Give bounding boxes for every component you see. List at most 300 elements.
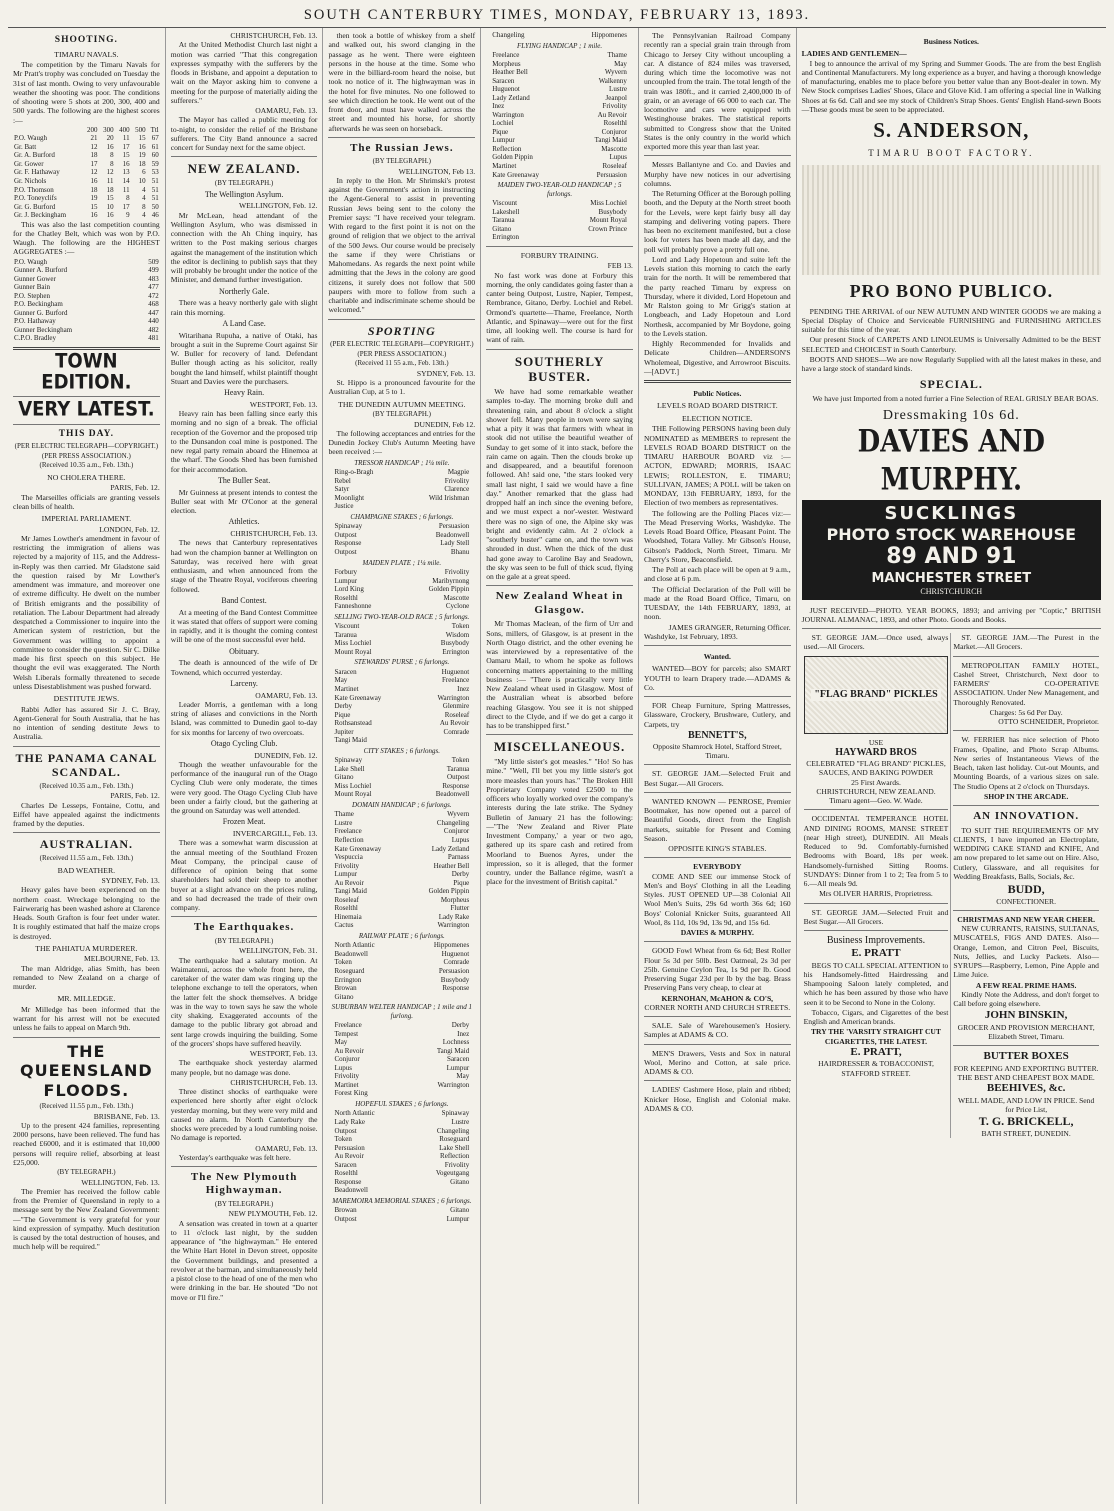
horse-name: Token bbox=[451, 756, 470, 765]
aggregate-name: P.O. Stephen bbox=[14, 291, 50, 300]
bennetts-address: Opposite Shamrock Hotel, Stafford Street, Timaru. bbox=[652, 741, 782, 761]
ferrier-ad: W. FERRIER has nice selection of Photo Frames, Opaline, and Photo Scrap Albums. New series of Instantaneous Views of the Beach, taken last holiday. Cut-out Mounts, and Mounting Boards, of a various sizes on sale. The Studio Opens at 2 o'clock on Thursdays. bbox=[953, 735, 1099, 791]
ads-two-column bbox=[802, 633, 1101, 1138]
score-header-cell: 300 bbox=[103, 125, 114, 134]
horse-name: May bbox=[456, 1072, 470, 1081]
horse-name: Lochiel bbox=[492, 119, 514, 128]
horse-name: Frivolity bbox=[334, 1072, 359, 1081]
horse-pair bbox=[486, 136, 633, 145]
horse-name: Ring-o-Bragh bbox=[334, 468, 374, 477]
horse-pair bbox=[328, 1055, 475, 1064]
forbury-head: FORBURY TRAINING. bbox=[520, 250, 599, 260]
horse-pair bbox=[328, 773, 475, 782]
varsity-text: TRY THE 'VARSITY STRAIGHT CUT CIGARETTES, THE LATEST. bbox=[810, 1027, 941, 1046]
horse-pair bbox=[328, 1161, 475, 1170]
horse-name: Heather Bell bbox=[492, 68, 528, 77]
horse-name: Wisdom bbox=[445, 630, 470, 639]
aggregate-score: 481 bbox=[148, 334, 159, 343]
horse-name: Wild Irishman bbox=[428, 493, 470, 502]
score-cell: 11 bbox=[122, 134, 130, 143]
frozen-text: There was a somewhat warm discussion at the annual meeting of the Southland Frozen Meat Company, the principal cause of difference of opinion being that some shareholders had sold their sheep to another buyer at a slight advance on the prices ruling, and so had decreased the trade of their own company. bbox=[170, 838, 318, 913]
aggregates-table bbox=[13, 258, 160, 343]
horse-pair bbox=[486, 199, 633, 208]
horse-pair bbox=[328, 904, 475, 913]
horse-pair bbox=[486, 233, 633, 242]
divider bbox=[171, 916, 318, 917]
score-cell: 20 bbox=[106, 134, 114, 143]
horse-name: Gitano bbox=[492, 224, 512, 233]
horse-name: Hippomenes bbox=[433, 941, 470, 950]
dateline: WESTPORT, Feb. 13. bbox=[249, 399, 318, 409]
horse-name: Persuasion bbox=[438, 966, 470, 975]
horse-name: Frivolity bbox=[602, 102, 627, 111]
autumn-text: The following acceptances and entries for the Dunedin Jockey Club's Autumn Meeting have been received :— bbox=[328, 428, 476, 457]
earthquakes-heading: The Earthquakes. bbox=[193, 921, 295, 934]
score-cell: 16 bbox=[90, 211, 98, 220]
horse-name: Miss Lochiel bbox=[334, 781, 372, 790]
aggregate-score: 447 bbox=[148, 308, 159, 317]
column-6-ads bbox=[797, 28, 1106, 1504]
horse-name: Changeling bbox=[436, 818, 470, 827]
horse-name: Inez bbox=[457, 684, 470, 693]
buller-head: The Buller Seat. bbox=[217, 475, 271, 485]
horse-name: Bhanu bbox=[450, 548, 470, 556]
horse-pair bbox=[328, 468, 475, 477]
wanted-heading: Wanted. bbox=[703, 652, 731, 661]
horse-pair bbox=[486, 68, 633, 77]
horse-pair bbox=[328, 494, 475, 503]
score-cell: 10 bbox=[138, 177, 146, 186]
george-jam-right: ST. GEORGE JAM.—The Purest in the Market.—All Grocers. bbox=[953, 633, 1099, 652]
score-cell: 53 bbox=[151, 168, 159, 177]
horse-name: Conjuror bbox=[443, 827, 470, 836]
horse-pair bbox=[328, 765, 475, 774]
hayward-text: CELEBRATED "FLAG BRAND" PICKLES, SAUCES, AND BAKING POWDER bbox=[806, 759, 946, 778]
cycling-head: Otago Cycling Club. bbox=[210, 738, 278, 748]
boots-text: BOOTS AND SHOES—We are now Regularly Supplied with all the latest makes in these, and have a large stock of standard kinds. bbox=[801, 354, 1101, 374]
score-cell: 16 bbox=[138, 142, 146, 151]
horse-pair bbox=[328, 853, 475, 862]
dateline: WESTPORT, Feb. 13. bbox=[249, 1049, 318, 1059]
race-name: DOMAIN HANDICAP ; 6 furlongs. bbox=[352, 800, 452, 809]
horse-name: Tangi Maid bbox=[334, 887, 367, 896]
score-row bbox=[13, 177, 160, 186]
horse-name: Jupiter bbox=[334, 727, 354, 736]
dressmaking-heading: Dressmaking 10s 6d. bbox=[882, 408, 1020, 424]
horse-pair bbox=[328, 1186, 475, 1195]
frozen-head: Frozen Meat. bbox=[222, 817, 266, 827]
scores-body bbox=[13, 134, 160, 219]
score-header-cell: 200 bbox=[87, 125, 98, 134]
horse-pair bbox=[328, 631, 475, 640]
horse-pair bbox=[328, 711, 475, 720]
queensland-heading: THE QUEENSLAND FLOODS. bbox=[20, 1041, 153, 1100]
horse-pair bbox=[328, 1089, 475, 1098]
horse-name: Frivolity bbox=[444, 476, 470, 485]
sucklings-name: SUCKLINGS bbox=[884, 502, 1019, 524]
race-name: FLYING HANDICAP ; 1 mile. bbox=[517, 41, 603, 50]
horse-pair bbox=[328, 539, 475, 548]
george-jam-left: ST. GEORGE JAM.—Once used, always used.—All Grocers. bbox=[803, 633, 949, 652]
divider bbox=[953, 910, 1099, 911]
horse-name: Spinaway bbox=[334, 522, 363, 531]
horse-pair bbox=[328, 879, 475, 888]
divider bbox=[171, 156, 318, 157]
ads-left bbox=[802, 633, 952, 1138]
aggregate-name: C.P.O. Bradley bbox=[14, 334, 56, 343]
horse-pair bbox=[328, 976, 475, 985]
score-cell: 21 bbox=[90, 134, 98, 143]
eq-text: The earthquake had a salutary motion. At Waimatenui, across the whole front here, the caretaker of the water dam was ringing up the telephone exchange to tell the operators, when the latter felt the shock themselves. A bridge was in the way to town says he saw the whole city shaking. Exaggerated accounts of the damage to the public library got abroad and sent large crowds inquiring the building. Some of the grocers' shops have suffered heavily. bbox=[170, 955, 318, 1048]
horse-name: Errington bbox=[334, 975, 362, 984]
aggregate-row bbox=[13, 300, 160, 309]
horse-name: Busybody bbox=[598, 207, 627, 216]
hayward-location: CHRISTCHURCH, NEW ZEALAND. bbox=[816, 786, 936, 796]
columns bbox=[8, 28, 1106, 1504]
horse-name: Roseleaf bbox=[602, 161, 627, 170]
milledge-text: Mr Milledge has been informed that the warrant for his arrest will not be executed unless he fails to appeal on March 9th. bbox=[13, 1004, 160, 1033]
divider bbox=[644, 696, 791, 697]
horse-pair bbox=[328, 836, 475, 845]
imperial-text: Mr James Lowther's amendment in favour of restricting the immigration of aliens was rejected by a majority of 115, and the Address-in-Reply was then carried. Mr Gladstone said the question raised by Mr Lowther's amendment was immature, and moreover one of extreme difficulty. He dwelt on the number of British emigrants and the possibility of retaliation. The Labour Department had already despatched a Commissioner to inquire into the American system of restriction, but the Government was willing to appoint a committee to consider the question. Sir C. Dilke made his first speech on this subject. He thought the evil was exaggerated. The North Welsh Liberals formally threatened to secede unless Disestablishment was pushed forward. bbox=[13, 533, 160, 691]
innovation-heading: AN INNOVATION. bbox=[973, 810, 1080, 823]
horse-name: Saracen bbox=[492, 76, 515, 85]
horse-pair bbox=[328, 967, 475, 976]
davies-name: DAVIES & MURPHY. bbox=[680, 928, 754, 938]
horse-name: Taranua bbox=[334, 630, 357, 639]
horse-name: Warrington bbox=[492, 110, 524, 119]
aggregate-score: 483 bbox=[148, 274, 159, 283]
divider bbox=[644, 1016, 791, 1017]
horse-name: Inez bbox=[457, 1029, 470, 1038]
score-cell: P.O. Toneyclifs bbox=[14, 194, 57, 203]
horse-name: Miss Lochiel bbox=[590, 199, 627, 208]
aggregate-name: P.O. Waugh bbox=[14, 257, 47, 266]
horse-name: Lady Zetland bbox=[492, 93, 530, 102]
race-name: CHAMPAGNE STAKES ; 6 furlongs. bbox=[350, 512, 454, 521]
score-cell: P.O. Waugh bbox=[14, 134, 47, 143]
penrose-address: OPPOSITE KING'S STABLES. bbox=[668, 844, 767, 854]
buller-text: Mr Guinness at present intends to contest the Buller seat with Mr O'Conor at the general election. bbox=[170, 487, 318, 516]
horse-name: Token bbox=[334, 1135, 352, 1144]
horse-name: Golden Pippin bbox=[428, 585, 470, 594]
score-cell: 17 bbox=[90, 159, 98, 168]
horse-name: Lumpur bbox=[334, 576, 358, 585]
received-line: (Received 11.55 p.m., Feb. 13th.) bbox=[39, 1102, 134, 1111]
beehives-text: WELL MADE, AND LOW IN PRICE. Send for Price List, bbox=[958, 1095, 1095, 1114]
very-latest-heading: VERY LATEST. bbox=[18, 397, 155, 421]
horse-name: Lady Rake bbox=[334, 1118, 365, 1126]
horse-pair bbox=[328, 887, 475, 896]
horse-name: Conjuror bbox=[334, 1055, 360, 1064]
anderson-name: S. ANDERSON, bbox=[873, 118, 1030, 142]
score-cell: 46 bbox=[151, 211, 159, 220]
horse-name: Roseguard bbox=[439, 1135, 470, 1144]
horse-name: Outpost bbox=[334, 1126, 357, 1135]
score-cell: 9 bbox=[126, 211, 130, 220]
poll-open-text: The Poll at each place will be open at 9 a.m., and close at 6 p.m. bbox=[643, 565, 791, 584]
horse-pair bbox=[328, 1064, 475, 1073]
divider bbox=[953, 730, 1099, 731]
score-cell: 19 bbox=[138, 151, 146, 160]
aggregate-name: P.O. Beckingham bbox=[14, 300, 63, 309]
horse-name: Persuasion bbox=[334, 1143, 365, 1152]
horse-pair bbox=[328, 1021, 475, 1030]
race-name: HOPEFUL STAKES ; 6 furlongs. bbox=[355, 1099, 449, 1108]
score-cell: Gr. F. Hathaway bbox=[14, 168, 60, 177]
score-cell: 16 bbox=[106, 142, 114, 151]
divider bbox=[644, 645, 791, 646]
score-cell: 18 bbox=[138, 159, 146, 168]
divider bbox=[171, 1166, 318, 1167]
horse-name: Walkenny bbox=[598, 76, 627, 85]
rj-text: In reply to the Hon. Mr Shrimski's protest against the Government's action in instructing the Agent-General to assist in preventing Russian Jews being sent to the colony the Premier says: "I have received your telegram. With regard to the first point it is not on the ground of religion that we object to the arrival of the 500 Jews. Our course would be precisely the same if they were Christians or Mahomedans. As regards the next point while admitting that the Jews in the colony are good citizens, it surely does not follow that 500 paupers with more to follow from such a charitable and indiscriminate scheme should be welcomed." bbox=[328, 175, 476, 315]
beehives: BEEHIVES, &c. bbox=[986, 1082, 1066, 1095]
score-cell: 4 bbox=[142, 185, 146, 194]
horse-name: Roseleaf bbox=[334, 895, 359, 904]
horse-name: Kate Greenaway bbox=[492, 170, 540, 179]
horse-name: Tangi Maid bbox=[436, 1046, 470, 1055]
score-cell: 18 bbox=[90, 151, 98, 160]
score-cell: 8 bbox=[110, 159, 114, 168]
race-name: MAIDEN PLATE ; 1¼ mile. bbox=[362, 558, 442, 567]
aggregate-row bbox=[13, 317, 160, 326]
kernohan-name: KERNOHAN, McAHON & CO'S, bbox=[661, 993, 774, 1003]
horse-name: Justice bbox=[334, 502, 354, 511]
score-cell: 15 bbox=[106, 194, 114, 203]
divider bbox=[804, 903, 949, 904]
horse-pair bbox=[328, 1047, 475, 1056]
horse-name: Thame bbox=[607, 51, 627, 60]
asylum-head: The Wellington Asylum. bbox=[204, 189, 284, 199]
horse-name: Spinaway bbox=[441, 1109, 470, 1118]
aggregate-row bbox=[13, 326, 160, 335]
railroad-text: The Pennsylvanian Railroad Company recently ran a special grain train through from Chicago to Jersey City without uncoupling a car. A distance of 824 miles was traversed, during which time the locomotive was not uncoupled from the train. The total length of the train was 180ft., and it carried 2,400,000 lb of grain, or an average of 66 000 to each car. The locomotive and cars were equipped with Westinghouse brakes. The statistical reports submitted to Congress show that the United States is the only country in the world which exported more this year than last year. bbox=[643, 31, 791, 151]
horse-name: Warrington bbox=[437, 693, 470, 702]
tobacco-text: Tobacco, Cigars, and Cigarettes of the best English and American brands. bbox=[803, 1007, 949, 1027]
aggregate-row bbox=[13, 292, 160, 301]
score-cell: 51 bbox=[151, 177, 159, 186]
horse-pair bbox=[328, 862, 475, 871]
horse-name: Roseleaf bbox=[444, 710, 470, 719]
horse-name: Browan bbox=[334, 1206, 357, 1215]
hairdresser: HAIRDRESSER & TOBACCONIST, bbox=[818, 1059, 934, 1069]
aggregate-name: Gunner G. Burford bbox=[14, 308, 68, 317]
aggregate-row bbox=[13, 309, 160, 318]
anderson-text: I beg to announce the arrival of my Spring and Summer Goods. The are from the best English and Continental Manufacturers. My long experience as a buyer, and having a thorough knowledge of manufacturing, enables me to place before you better value than any Boot-dealer in town. My New Stock comprises Ladies' Shoes, Glace and Glove Kid. I am offering a special line in Walking Shoes at 6s 6d. Call and see my stock of Children's Strap Shoes. Gents' English Hand-sewn Boots—These goods must be seen to be appreciated. bbox=[801, 58, 1101, 114]
score-cell: 50 bbox=[151, 202, 159, 211]
horse-name: Errington bbox=[442, 647, 470, 656]
horse-name: Cyclone bbox=[445, 602, 470, 611]
divider bbox=[644, 941, 791, 942]
carpets-text: Our present Stock of CARPETS AND LINOLEUMS is Universally Admitted to be the BEST SELECTED and CHOICEST in South Canterbury. bbox=[801, 335, 1101, 354]
obit-text: The death is announced of the wife of Dr Townend, which occurred yesterday. bbox=[170, 658, 318, 677]
horse-name: North Atlantic bbox=[334, 1109, 375, 1118]
penrose-ad: WANTED KNOWN — PENROSE, Premier Bootmaker, has now opened out a parcel of Beautiful Goods, direct from the English markets, suitable for Present and Coming Season. bbox=[643, 796, 791, 843]
score-cell: 18 bbox=[90, 185, 98, 194]
horse-name: Viscount bbox=[492, 199, 518, 208]
score-cell: 4 bbox=[142, 194, 146, 203]
aggregate-name: P.O. Hathaway bbox=[14, 317, 56, 326]
brickell-name: T. G. BRICKELL, bbox=[978, 1114, 1074, 1129]
horse-name: Lady Stell bbox=[440, 539, 470, 548]
dateline: OAMARU, Feb. 13. bbox=[255, 1143, 318, 1153]
returning-text: The Returning Officer at the Borough polling booth, and the Deputy at the North street booth for the Levels, were kept fairly busy all day stamping and delivering voting papers. There has been no excitement manifested, but a close look for voters has been made all day, and the poll will probably prove a pretty full one. bbox=[643, 189, 791, 254]
panama-text: Charles De Lesseps, Fontaine, Cottu, and Eiffel have appealed against the indictments framed by the deputies. bbox=[13, 800, 160, 829]
score-cell: 51 bbox=[151, 185, 159, 194]
horse-name: Roseguard bbox=[334, 966, 365, 975]
pratt-name: E. PRATT bbox=[851, 947, 901, 960]
horse-pair bbox=[328, 719, 475, 728]
horse-name: Huguenot bbox=[441, 667, 470, 676]
land-text: Witarihana Rupuha, a native of Otaki, has brought a suit in the Supreme Court against Sir W. Buller for recovery of land. Defendant Buller though acting as his solicitor, really bought the land himself, whilst plaintiff thought Stuart and Davies were the purchasers. bbox=[170, 330, 318, 386]
ladies-ad: LADIES' Cashmere Hose, plain and ribbed; Knicker Hose, English and Colonial make. ADAMS & CO. bbox=[643, 1085, 791, 1113]
dateline: CHRISTCHURCH, Feb. 13. bbox=[230, 529, 318, 539]
horse-pair bbox=[328, 639, 475, 648]
aggregate-row bbox=[13, 275, 160, 284]
horse-pair bbox=[486, 51, 633, 60]
horse-pair bbox=[328, 1038, 475, 1047]
scores-header-row bbox=[13, 126, 160, 135]
schneider: OTTO SCHNEIDER, Proprietor. bbox=[998, 717, 1099, 727]
horse-pair bbox=[328, 736, 475, 745]
column-2 bbox=[166, 28, 324, 1504]
horse-name: Lupus bbox=[451, 836, 470, 844]
horse-pair bbox=[328, 477, 475, 486]
horse-name: Changeling bbox=[436, 1126, 470, 1135]
wellington-text: The Premier has received the follow cable from the Premier of Queensland in reply to a message sent by the New Zealand Government:—"The Government is very grateful for your kind expression of sympathy. Much destitution is caused by the total destruction of houses, and much help will be required." bbox=[13, 1186, 160, 1252]
everybody-text: COME AND SEE our immense Stock of Men's and Boys' Clothing in all the Leading Styles. JUST OPENED UP—38 Colonial All Wool Men's Suits, 29s 6d worth 36s 6d; 160 Boys' Colonial Knicker Suits, guaranteed All Wool, 8s 11d, 10s 9d, 13s 9d, and 15s 6d. bbox=[643, 871, 791, 927]
score-cell: 4 bbox=[142, 211, 146, 220]
dateline: OAMARU, Feb. 13. bbox=[255, 690, 318, 700]
horse-name: Pique bbox=[453, 878, 470, 887]
horse-pair bbox=[328, 913, 475, 922]
horse-name: Busybody bbox=[440, 639, 470, 648]
ballantyne-text: Messrs Ballantyne and Co. and Davies and Murphy have new notices in our advertising columns. bbox=[643, 160, 791, 188]
score-header-cell: 400 bbox=[119, 125, 130, 134]
address-number: 89 AND 91 bbox=[886, 544, 1017, 570]
received-line: (Received 10.35 a.m., Feb. 13th.) bbox=[39, 781, 134, 790]
score-cell: 8 bbox=[126, 194, 130, 203]
horse-name: Parnass bbox=[447, 853, 470, 862]
dateline: WELLINGTON, Feb. 12. bbox=[238, 201, 318, 211]
charges: Charges: 5s 6d Per Day. bbox=[989, 707, 1063, 717]
horse-name: Wyvern bbox=[604, 68, 627, 77]
horse-pair bbox=[328, 790, 475, 799]
divider bbox=[13, 746, 160, 747]
horse-pair bbox=[328, 1081, 475, 1090]
special-heading: SPECIAL. bbox=[919, 377, 983, 392]
highwayman-continued: then took a bottle of whiskey from a shelf and walked out, his sword clanging in the passage as he went. There were eighteen persons in the house at the time. Some who were in the billiard-room heard the noise, but took no notice of it. The highwayman was in the hotel for five minutes. No one followed to see which direction he took. He went out of the front door, and must have walked across the street and mounted his horse, for shortly afterwards he was seen on horseback. bbox=[328, 31, 476, 133]
horse-pair bbox=[328, 531, 475, 540]
asylum-text: Mr McLean, head attendant of the Wellington Asylum, who was dismissed in connection with the Ah Ching inquiry, has written to the Post making serious charges against the management of the institution which the editor is declining to publish says that they will probably be brought under the notice of the Minister, and demand further investigation. bbox=[170, 210, 318, 285]
horse-name: Derby bbox=[451, 870, 470, 879]
divider bbox=[802, 628, 1101, 629]
murderer-head: THE PAHIATUA MURDERER. bbox=[35, 943, 138, 953]
horse-name: Morpheus bbox=[440, 895, 470, 904]
horse-name: Lustre bbox=[609, 85, 627, 94]
special-text: We have just Imported from a noted furrier a Fine Selection of REAL GRISLY BEAR BOAS. bbox=[812, 393, 1099, 403]
business-notices-heading: Business Notices. bbox=[923, 37, 979, 46]
horse-name: Martinet bbox=[492, 161, 517, 170]
date-line: Washdyke, 1st February, 1893. bbox=[643, 631, 738, 641]
score-cell: 10 bbox=[106, 202, 114, 211]
horse-name: Mascotte bbox=[443, 593, 470, 602]
race-name: MAIDEN TWO-YEAR-OLD HANDICAP ; 5 furlongs. bbox=[497, 181, 622, 198]
misc-heading: MISCELLANEOUS. bbox=[493, 739, 626, 755]
cheap-furniture: FOR Cheap Furniture, Spring Mattresses, Glassware, Crockery, Brushware, Cutlery, and Carpets, try bbox=[643, 701, 791, 729]
budd-name: BUDD, bbox=[1007, 882, 1045, 897]
horse-name: Lochness bbox=[442, 1038, 470, 1047]
race-entries bbox=[328, 459, 475, 1224]
horse-name: Warrington bbox=[437, 921, 470, 930]
arcade: SHOP IN THE ARCADE. bbox=[984, 791, 1069, 801]
horse-name: Outpost bbox=[447, 773, 470, 782]
dateline: INVERCARGILL, Feb. 13. bbox=[232, 829, 318, 839]
horse-name: Hinemaia bbox=[334, 912, 362, 921]
horse-name: Gitano bbox=[450, 1177, 470, 1186]
horse-pair bbox=[328, 1118, 475, 1127]
hayward-name: HAYWARD BROS bbox=[835, 746, 917, 758]
horse-name: Response bbox=[334, 539, 362, 548]
obituary-head: Obituary. bbox=[229, 646, 260, 656]
received-line: (Received 10.35 a.m., Feb. 13th.) bbox=[39, 461, 134, 470]
horse-name: Beadonwell bbox=[334, 949, 368, 958]
horse-pair bbox=[486, 128, 633, 137]
dateline: NEW PLYMOUTH, Feb. 12. bbox=[228, 1209, 318, 1219]
score-row bbox=[13, 151, 160, 160]
horse-pair bbox=[486, 119, 633, 128]
aggregate-name: Gunner A. Burford bbox=[14, 266, 68, 275]
butter-text: FOR KEEPING AND EXPORTING BUTTER. THE BEST AND CHEAPEST BOX MADE. bbox=[953, 1063, 1099, 1083]
eq3-text: Three distinct shocks of earthquake were experienced here shortly after eight o'clock yesterday morning, but they were very mild and caused no alarm. In North Canterbury the shocks were preceded by a loud rumbling noise. No damage is reported. bbox=[170, 1087, 318, 1143]
telegraph-credit: (BY TELEGRAPH.) bbox=[372, 157, 431, 166]
forbury-text: No fast work was done at Forbury this morning, the only candidates going faster than a canter being Outpost, Lustre, Napier, Tempest, Rembrance, Gitano, Derby. Lochiel and Rebel. Ormond's quartette—Thame, Freelance, North Atlantic, and Spinaway—were out for the first time, all looking well. The course is hard for want of rain. bbox=[486, 270, 633, 345]
biscuits-advt: Highly Recommended for Invalids and Delicate Children—ANDERSON'S Wholemeal, Digestive, and Arrowroot Biscuits.—[ADVT.] bbox=[643, 339, 791, 376]
aggregate-score: 468 bbox=[148, 300, 159, 309]
horse-pair bbox=[328, 585, 475, 594]
horse-name: Roselthl bbox=[334, 904, 358, 913]
race-name: TRESSOR HANDICAP ; 1¼ mile. bbox=[354, 458, 450, 467]
horse-pair bbox=[328, 1127, 475, 1136]
score-header-cell bbox=[13, 126, 82, 135]
signature: JAMES GRANGER, Returning Officer. bbox=[668, 622, 791, 632]
horse-name: Au Revoir bbox=[334, 1152, 364, 1161]
divider bbox=[644, 380, 791, 383]
pratt-name-2: E. PRATT, bbox=[850, 1045, 902, 1058]
horse-pair bbox=[486, 208, 633, 217]
horse-pair bbox=[328, 676, 475, 685]
score-cell: 59 bbox=[151, 159, 159, 168]
horse-name: Persuasion bbox=[438, 522, 470, 531]
horse-name: Glenmire bbox=[442, 702, 470, 711]
aggregate-name: Gunner Bain bbox=[14, 283, 50, 292]
horse-pair bbox=[328, 1178, 475, 1187]
horse-name: Martinet bbox=[334, 684, 359, 693]
horse-name: Lupus bbox=[334, 1063, 352, 1072]
polling-text: The following are the Polling Places viz:— The Mead Preserving Works, Washdyke. The Levels Road Board Office, Pleasant Point. The Woodshed, Totara Valley. Mr Gibson's House, Gibson's Paddock, North Street, Timaru. Mr Cherry's Store, Beaconsfield. bbox=[643, 508, 791, 564]
horse-name: Saracen bbox=[334, 667, 357, 676]
town-edition-heading: TOWN EDITION. bbox=[41, 349, 132, 394]
butter-boxes: BUTTER BOXES bbox=[983, 1050, 1069, 1063]
levels-head: LEVELS ROAD BOARD DISTRICT. bbox=[656, 401, 778, 411]
horse-name: Comrade bbox=[443, 727, 470, 736]
score-cell: 11 bbox=[122, 185, 130, 194]
horse-name: Huguenot bbox=[492, 85, 520, 94]
horse-name: Lumpur bbox=[446, 1214, 470, 1223]
dateline: DUNEDIN, Feb 12. bbox=[414, 419, 476, 429]
horse-pair bbox=[328, 685, 475, 694]
